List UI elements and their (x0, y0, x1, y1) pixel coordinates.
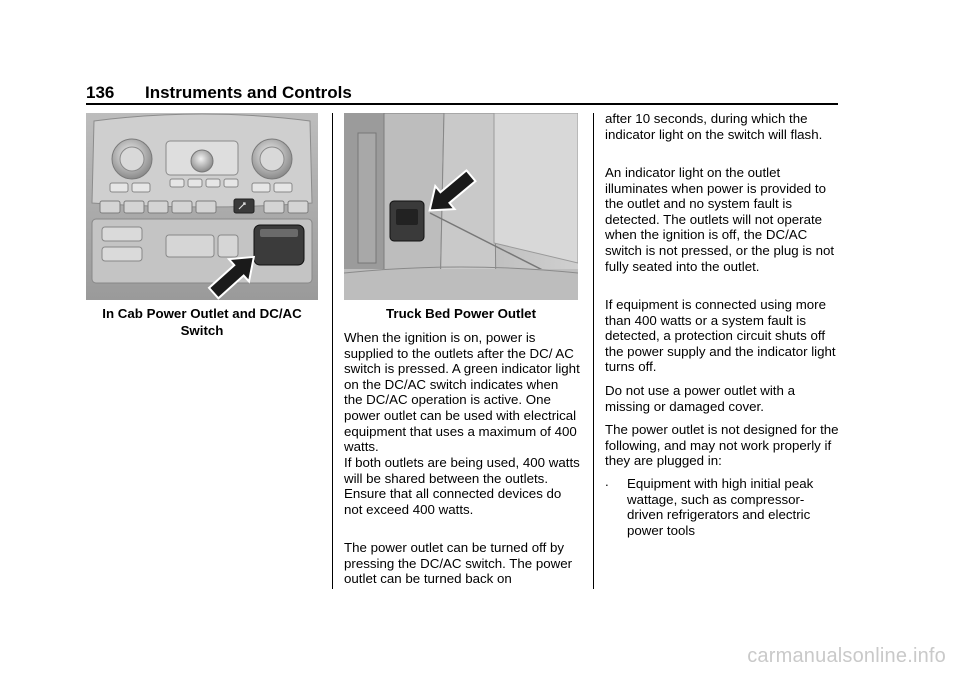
dashboard-power-outlet-icon (86, 113, 318, 300)
figure-in-cab-outlet (86, 113, 318, 300)
paragraph: Do not use a power outlet with a missing or damaged cover. (605, 383, 795, 414)
column-divider (593, 113, 594, 589)
figure-caption-in-cab: In Cab Power Outlet and DC/AC Switch (102, 306, 302, 338)
paragraph: If both outlets are being used, 400 watts will be shared between the outlets. Ensure that all connected devices do not exceed 400 watts. (344, 455, 580, 517)
paragraph: When the ignition is on, power is supplied to the outlets after the DC/ AC switch is pressed. A green indicator light on the DC/AC switch indicates when the DC/AC operation is active. One power outlet can be used with electrical equipment that uses a maximum of 400 watts. (344, 330, 580, 455)
page-number: 136 (86, 83, 115, 102)
figure-caption-truck-bed: Truck Bed Power Outlet (386, 306, 536, 321)
figure-truck-bed-outlet (344, 113, 578, 300)
bullet-marker: . (605, 474, 609, 489)
column-divider (332, 113, 333, 589)
paragraph: An indicator light on the outlet illuminates when power is provided to the outlet and no system fault is detected. The outlets will not operate when the ignition is off, the DC/AC switch is not pressed, or the plug is not fully seated into the outlet. (605, 165, 835, 274)
section-title: Instruments and Controls (145, 83, 352, 102)
paragraph: The power outlet can be turned off by pressing the DC/AC switch. The power outlet can be turned back on (344, 540, 573, 587)
paragraph: after 10 seconds, during which the indicator light on the switch will flash. (605, 111, 823, 142)
bullet-item: Equipment with high initial peak wattage, such as compressor-driven refrigerators and electric power tools (627, 476, 814, 538)
paragraph: The power outlet is not designed for the following, and may not work properly if they are plugged in: (605, 422, 839, 469)
header-rule (86, 103, 838, 105)
truck-bed-outlet-icon (344, 113, 578, 300)
paragraph: If equipment is connected using more than 400 watts or a system fault is detected, a protection circuit shuts off the power supply and the indicator light turns off. (605, 297, 836, 375)
watermark: carmanualsonline.info (747, 645, 946, 667)
